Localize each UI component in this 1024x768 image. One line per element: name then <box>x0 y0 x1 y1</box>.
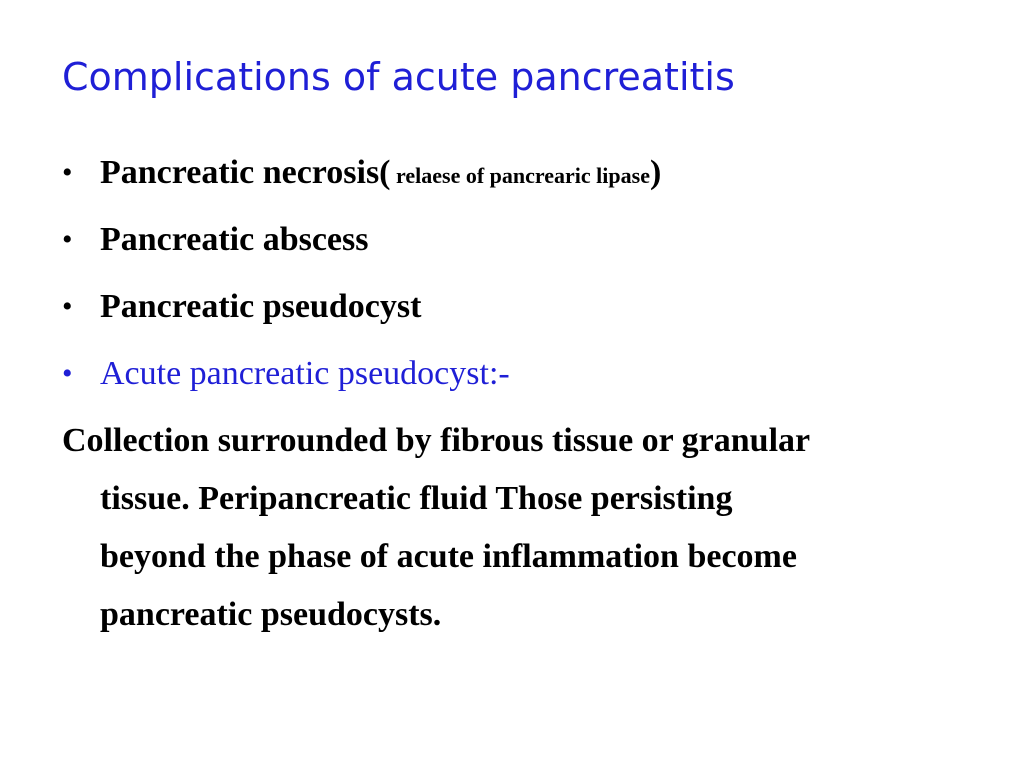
bullet-dot: • <box>62 290 73 323</box>
description-paragraph <box>62 412 962 644</box>
bullet-list <box>62 146 982 414</box>
bullet-text: Pancreatic necrosis( <box>100 154 391 191</box>
paragraph-line: Collection surrounded by fibrous tissue or granular <box>62 422 811 459</box>
bullet-close-paren: ) <box>649 154 662 191</box>
bullet-subtext: relaese of pancrearic lipase <box>390 163 650 188</box>
slide-title: Complications of acute pancreatitis <box>62 55 735 99</box>
bullet-item-pseudocyst <box>62 280 982 347</box>
bullet-item-necrosis <box>62 146 982 213</box>
paragraph-line: beyond the phase of acute inflammation become <box>100 538 797 575</box>
bullet-text: Pancreatic pseudocyst <box>100 288 422 325</box>
bullet-dot: • <box>62 156 73 189</box>
bullet-dot: • <box>62 357 73 390</box>
bullet-text: Pancreatic abscess <box>100 221 369 258</box>
paragraph-line: pancreatic pseudocysts. <box>100 596 442 633</box>
bullet-item-abscess <box>62 213 982 280</box>
bullet-item-acute-pseudocyst <box>62 347 982 414</box>
bullet-dot: • <box>62 223 73 256</box>
paragraph-line: tissue. Peripancreatic fluid Those persisting <box>100 480 733 517</box>
bullet-text: Acute pancreatic pseudocyst:- <box>100 355 510 392</box>
